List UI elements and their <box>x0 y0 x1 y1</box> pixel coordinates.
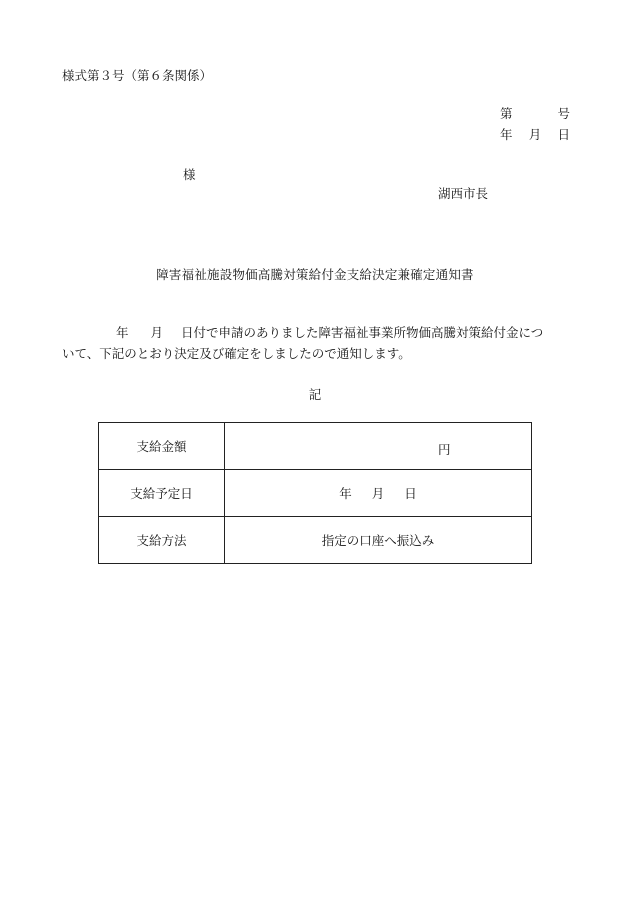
payment-info-table <box>98 422 532 564</box>
payment-date-value <box>225 470 532 517</box>
payment-date-day: 日 <box>404 486 417 501</box>
document-date <box>500 125 570 143</box>
ki-heading: 記 <box>308 387 322 402</box>
document-number-suffix: 号 <box>557 106 570 121</box>
payment-date-year: 年 <box>339 486 352 501</box>
payment-method-value: 指定の口座へ振込み <box>225 517 532 564</box>
body-line-1 <box>62 322 562 343</box>
body-month: 月 <box>150 325 164 340</box>
table-row <box>99 470 532 517</box>
body-line-2: いて、下記のとおり決定及び確定をしましたので通知します。 <box>62 346 411 361</box>
document-number <box>500 104 570 122</box>
amount-unit: 円 <box>438 442 451 457</box>
body-year: 年 <box>116 325 129 340</box>
payment-date-label: 支給予定日 <box>99 470 225 517</box>
document-number-prefix: 第 <box>500 106 513 121</box>
payment-date-month: 月 <box>371 486 385 501</box>
table-row <box>99 423 532 470</box>
issuer-name: 湖西市長 <box>438 186 489 201</box>
document-title: 障害福祉施設物価高騰対策給付金支給決定兼確定通知書 <box>156 267 474 282</box>
body-line-1-rest: 日付で申請のありました障害福祉事業所物価高騰対策給付金につ <box>181 325 544 340</box>
document-date-month: 月 <box>528 127 542 142</box>
amount-label: 支給金額 <box>99 423 225 470</box>
document-date-year: 年 <box>500 127 513 142</box>
form-number: 様式第３号（第６条関係） <box>62 68 213 83</box>
body-text <box>62 322 562 364</box>
table-row <box>99 517 532 564</box>
payment-method-label: 支給方法 <box>99 517 225 564</box>
amount-value-cell <box>225 423 532 470</box>
recipient-honorific: 様 <box>183 167 196 182</box>
document-date-day: 日 <box>557 127 570 142</box>
